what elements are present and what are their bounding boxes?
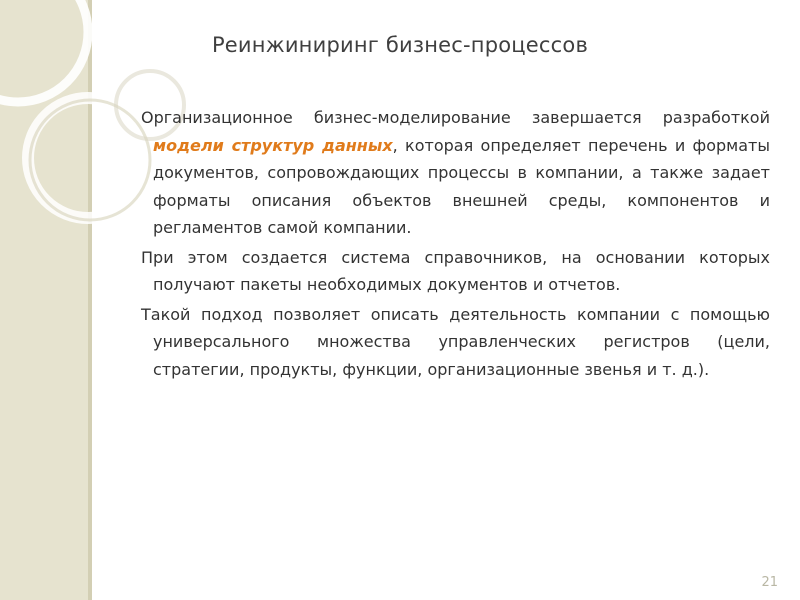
slide-page-number: 21 xyxy=(761,575,778,590)
paragraph-3: Такой подход позволяет описать деятельность компании с помощью универсального множества управленческих регистров (цели, стратегии, продукты, функции, организационные звенья и т. д.). xyxy=(141,304,770,379)
paragraph-2: При этом создается система справочников, на основании которых получают пакеты необходимых документов и отчетов. xyxy=(141,247,770,294)
paragraph-1-start: Организационное бизнес-моделирование завершается разработкой xyxy=(141,108,770,127)
medium-ring-shadow xyxy=(30,100,150,220)
highlighted-term: модели структур данных xyxy=(153,135,393,155)
slide-title: Реинжиниринг бизнес-процессов xyxy=(211,33,589,57)
slide-body xyxy=(141,104,770,385)
paragraph-1-end: , которая определяет перечень и форматы документов, сопровождающих процессы в компании, а также задает форматы описания объектов внешней среды, компонентов и регламентов самой компании. xyxy=(153,135,770,237)
paragraph-1 xyxy=(141,104,770,242)
